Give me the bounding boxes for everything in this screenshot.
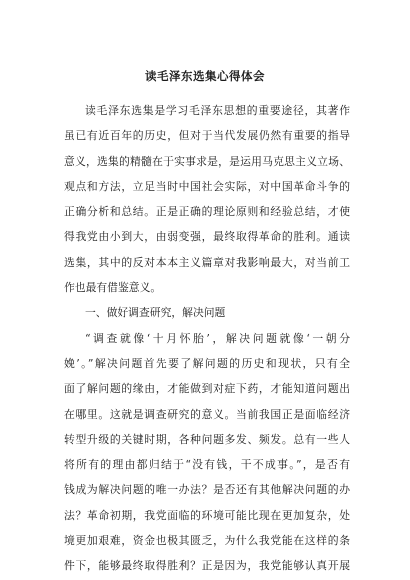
text-line: 选集，其中的反对本本主义篇章对我影响最大，对当前工 xyxy=(64,255,350,269)
text-line: 观点和方法，立足当时中国社会实际，对中国革命斗争的 xyxy=(64,179,350,193)
text-line: 钱成为解决问题的唯一办法？是否还有其他解决问题的办 xyxy=(64,483,350,497)
text-line: 将所有的理由都归结于“没有钱，干不成事。”，是否有 xyxy=(64,458,350,472)
text-line: 一、做好调查研究，解决问题 xyxy=(85,306,226,320)
text-line: 娩’。”解决问题首先要了解问题的历史和现状，只有全 xyxy=(64,356,350,370)
text-line: 件下，能够最终取得胜利？正是因为，我党能够认真开展 xyxy=(64,559,350,573)
text-line: 转型升级的关键时期，各种问题多发、频发。总有一些人 xyxy=(64,432,350,446)
text-line: “调查就像‘十月怀胎’，解决问题就像‘一朝分 xyxy=(85,331,350,345)
document-body xyxy=(64,98,350,579)
text-line: 作也最有借鉴意义。 xyxy=(64,281,162,295)
text-line: 法？革命初期，我党面临的环境可能比现在更加复杂，处 xyxy=(64,508,350,522)
text-line: 意义，选集的精髓在于实事求是，是运用马克思主义立场、 xyxy=(64,154,350,168)
text-line: 虽已有近百年的历史，但对于当代发展仍然有重要的指导 xyxy=(64,129,350,143)
text-line: 在哪里。这就是调查研究的意义。当前我国正是面临经济 xyxy=(64,407,350,421)
text-line: 得我党由小到大，由弱变强，最终取得革命的胜利。通读 xyxy=(64,230,350,244)
text-line: 面了解问题的缘由，才能做到对症下药，才能知道问题出 xyxy=(64,382,350,396)
text-line: 正确分析和总结。正是正确的理论原则和经验总结，才使 xyxy=(64,205,350,219)
text-line: 读毛泽东选集是学习毛泽东思想的重要途径，其著作 xyxy=(85,104,350,117)
document-title: 读毛泽东选集心得体会 xyxy=(145,69,265,83)
text-line: 境更加艰难，资金也极其匮乏，为什么我党能在这样的条 xyxy=(64,534,350,548)
